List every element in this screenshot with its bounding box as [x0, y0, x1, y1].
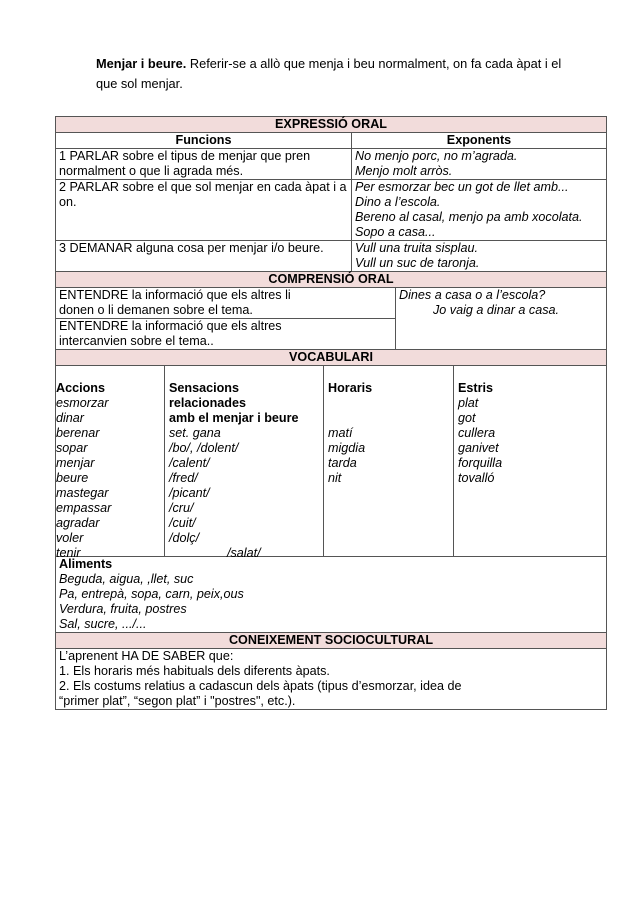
list-item: voler — [56, 531, 84, 545]
comprensio-examples — [396, 288, 607, 350]
aliments-cell — [56, 557, 607, 633]
list-item: Pa, entrepà, sopa, carn, peix,ous — [59, 587, 244, 601]
table-row — [56, 180, 607, 241]
text-line: 1. Els horaris més habituals dels diferents àpats. — [59, 664, 330, 678]
intro-title: Menjar i beure. — [96, 56, 187, 71]
list-item: sopar — [56, 441, 88, 455]
funcio-cell: 2 PARLAR sobre el que sol menjar en cada àpat i a on. — [56, 180, 352, 241]
list-item: /cru/ — [169, 501, 194, 515]
vocabulari-header: VOCABULARI — [56, 350, 607, 366]
list-item: /calent/ — [169, 456, 210, 470]
funcions-header: Funcions — [56, 133, 352, 149]
list-item: agradar — [56, 516, 100, 530]
table-row — [56, 241, 607, 272]
comprensio-row-2: ENTENDRE la informació que els altres intercanvien sobre el tema.. — [56, 319, 396, 350]
list-item: cullera — [458, 426, 496, 440]
text-line: “primer plat”, “segon plat” i "postres", etc.). — [59, 694, 296, 708]
comprensio-row-1: ENTENDRE la informació que els altres li donen o li demanen sobre el tema. — [56, 288, 396, 319]
intro-paragraph — [96, 54, 582, 94]
list-item: /bo/, /dolent/ — [169, 441, 239, 455]
horaris-header: Horaris — [328, 381, 373, 395]
funcio-cell: 3 DEMANAR alguna cosa per menjar i/o beure. — [56, 241, 352, 272]
exponent-line: Per esmorzar bec un got de llet amb... — [355, 180, 569, 194]
exponent-line: Dino a l’escola. — [355, 195, 441, 209]
list-item: tenir — [56, 546, 81, 560]
exponents-cell — [352, 180, 607, 241]
list-item: set. gana — [169, 426, 221, 440]
curriculum-table — [55, 116, 607, 710]
list-item: Verdura, fruita, postres — [59, 602, 187, 616]
exponents-header: Exponents — [352, 133, 607, 149]
list-item: esmorzar — [56, 396, 109, 410]
exponents-cell — [352, 241, 607, 272]
accions-column — [56, 366, 164, 560]
exponent-line: Vull un suc de taronja. — [355, 256, 480, 270]
list-item: migdia — [328, 441, 366, 455]
expressio-oral-header: EXPRESSIÓ ORAL — [56, 117, 607, 133]
exponents-cell — [352, 149, 607, 180]
list-item: matí — [328, 426, 353, 440]
list-item: /picant/ — [169, 486, 210, 500]
sociocultural-header: CONEIXEMENT SOCIOCULTURAL — [56, 633, 607, 649]
exponent-line: Bereno al casal, menjo pa amb xocolata. — [355, 210, 583, 224]
list-item: beure — [56, 471, 89, 485]
list-item: menjar — [56, 456, 95, 470]
estris-column — [453, 366, 606, 556]
sensacions-column — [164, 366, 323, 560]
text-line: 2. Els costums relatius a cadascun dels àpats (tipus d’esmorzar, idea de — [59, 679, 462, 693]
list-item: /fred/ — [169, 471, 198, 485]
table-row — [56, 288, 607, 319]
list-item: /salat/ — [227, 546, 261, 560]
exponent-line: Menjo molt arròs. — [355, 164, 453, 178]
list-item: empassar — [56, 501, 112, 515]
comprensio-oral-header: COMPRENSIÓ ORAL — [56, 272, 607, 288]
list-item: tarda — [328, 456, 357, 470]
list-item: ganivet — [458, 441, 499, 455]
list-item: nit — [328, 471, 342, 485]
list-item: mastegar — [56, 486, 109, 500]
list-item: /cuit/ — [169, 516, 196, 530]
list-item: got — [458, 411, 476, 425]
example-answer: Jo vaig a dinar a casa. — [433, 303, 560, 317]
sensacions-header: amb el menjar i beure — [169, 411, 299, 425]
intro-text: Referir-se a allò que menja i beu normalment, on fa cada àpat i el que sol menjar. — [96, 56, 562, 91]
vocabulari-body — [56, 366, 607, 560]
list-item: Sal, sucre, .../... — [59, 617, 147, 631]
exponent-line: Sopo a casa... — [355, 225, 436, 239]
list-item: berenar — [56, 426, 100, 440]
sensacions-header: relacionades — [169, 396, 247, 410]
exponent-line: No menjo porc, no m’agrada. — [355, 149, 518, 163]
list-item: /dolç/ — [169, 531, 200, 545]
exponent-line: Vull una truita sisplau. — [355, 241, 478, 255]
text-line: L’aprenent HA DE SABER que: — [59, 649, 234, 663]
horaris-column — [323, 366, 453, 556]
list-item: tovalló — [458, 471, 495, 485]
list-item: plat — [458, 396, 479, 410]
funcio-cell: 1 PARLAR sobre el tipus de menjar que pren normalment o que li agrada més. — [56, 149, 352, 180]
table-row — [56, 149, 607, 180]
estris-header: Estris — [458, 381, 494, 395]
sensacions-header: Sensacions — [169, 381, 239, 395]
aliments-header: Aliments — [59, 557, 113, 571]
list-item: forquilla — [458, 456, 503, 470]
list-item: Beguda, aigua, ,llet, suc — [59, 572, 194, 586]
example-question: Dines a casa o a l’escola? — [399, 288, 546, 302]
list-item: dinar — [56, 411, 85, 425]
accions-header: Accions — [56, 381, 105, 395]
sociocultural-body — [56, 649, 607, 710]
